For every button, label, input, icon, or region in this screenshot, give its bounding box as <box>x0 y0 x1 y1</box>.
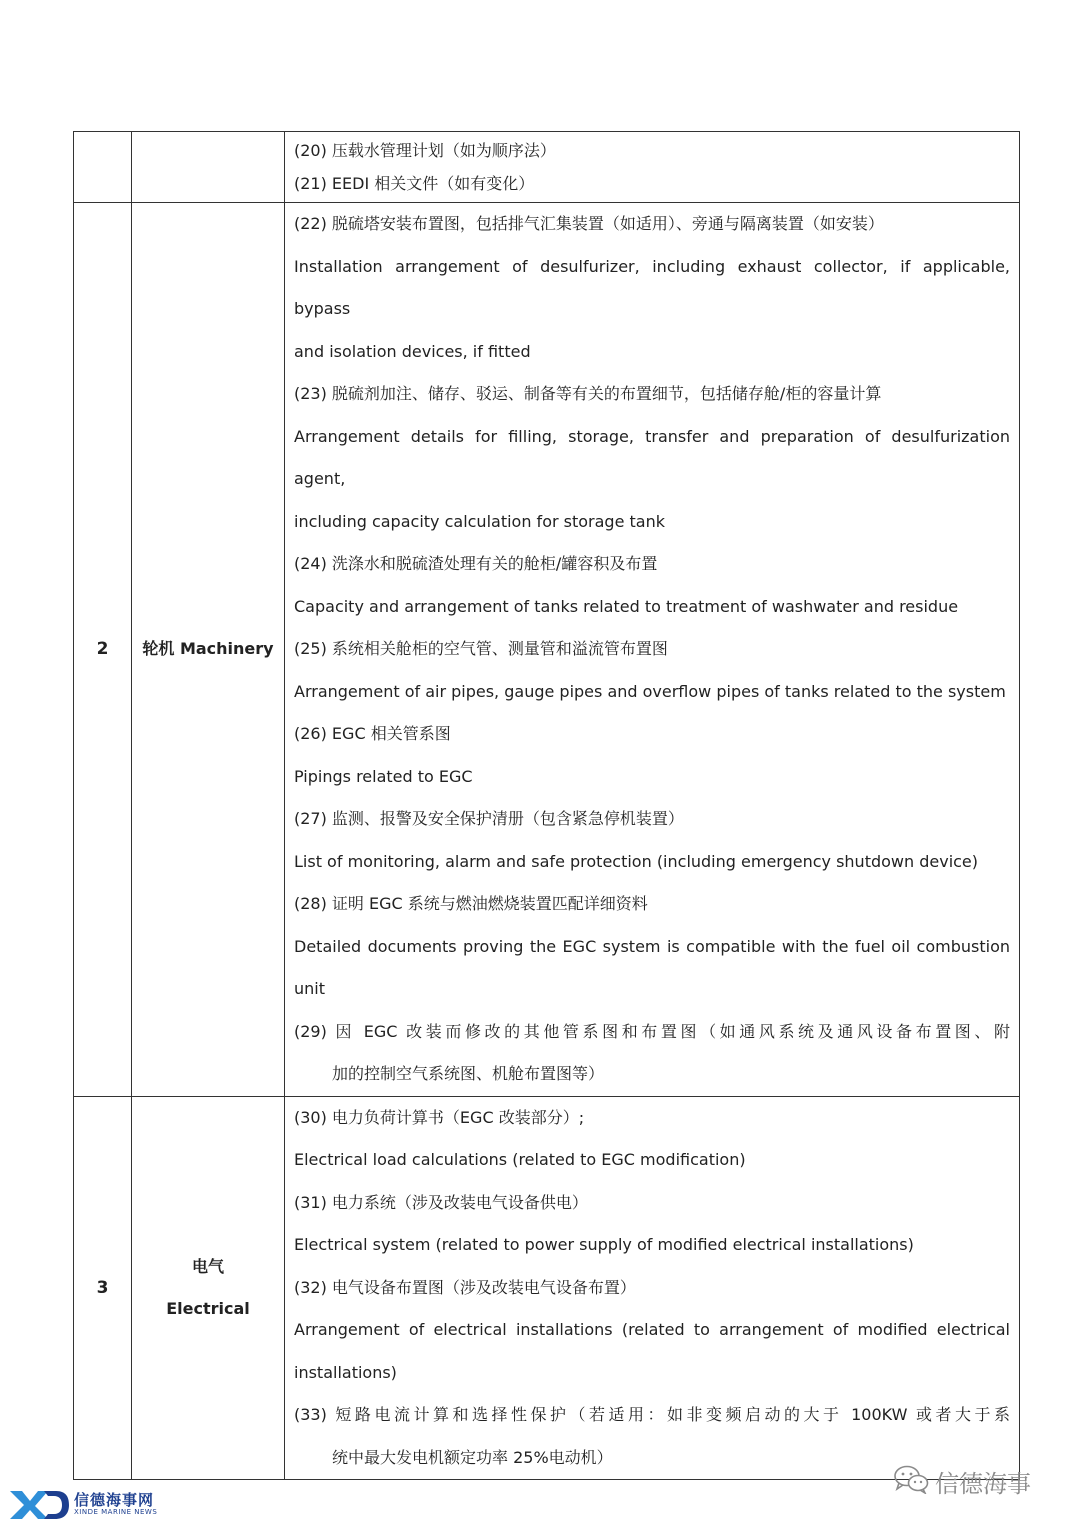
list-item: (28) 证明 EGC 系统与燃油燃烧装置匹配详细资料 <box>294 894 648 913</box>
list-item: 加的控制空气系统图、机舱布置图等） <box>332 1064 605 1083</box>
list-item: (20) 压载水管理计划（如为顺序法） <box>294 141 556 160</box>
row-category <box>132 132 285 203</box>
wechat-watermark <box>893 1460 1063 1500</box>
list-item: Arrangement of air pipes, gauge pipes and overflow pipes of tanks related to the system <box>294 681 1006 701</box>
list-item: (24) 洗涤水和脱硫渣处理有关的舱柜/罐容积及布置 <box>294 554 658 573</box>
list-item: installations) <box>294 1362 397 1382</box>
table-row <box>74 132 1020 203</box>
list-item: (23) 脱硫剂加注、储存、驳运、制备等有关的布置细节，包括储存舱/柜的容量计算 <box>294 384 882 403</box>
list-item: List of monitoring, alarm and safe protection (including emergency shutdown device) <box>294 851 979 871</box>
list-item: Electrical load calculations (related to EGC modification) <box>294 1150 746 1169</box>
row-items <box>285 203 1020 1097</box>
document-table <box>73 131 1020 1480</box>
logo-cn-text: 信德海事网 <box>74 1491 155 1509</box>
category-label: 轮机 Machinery <box>142 639 274 659</box>
row-items <box>285 1096 1020 1480</box>
category-label: 电气 <box>191 1256 224 1276</box>
list-item: Arrangement of electrical installations (related to arrangement of modified electrical <box>294 1320 1010 1339</box>
row-category <box>132 203 285 1097</box>
row-number: 2 <box>74 203 132 1097</box>
row-number: 3 <box>74 1096 132 1480</box>
list-item: Capacity and arrangement of tanks related to treatment of washwater and residue <box>294 596 959 616</box>
list-item: (33) 短路电流计算和选择性保护（若适用：如非变频启动的大于 100KW 或者大于系 <box>294 1405 1010 1424</box>
list-item: (22) 脱硫塔安装布置图，包括排气汇集装置（如适用）、旁通与隔离装置（如安装） <box>294 214 884 233</box>
list-item: Arrangement details for filling, storage, transfer and preparation of desulfurization agent, <box>294 426 1010 488</box>
list-item: (29) 因 EGC 改装而修改的其他管系图和布置图（如通风系统及通风设备布置图、附 <box>294 1021 1010 1041</box>
list-item: Pipings related to EGC <box>294 766 473 786</box>
list-item: Detailed documents proving the EGC system is compatible with the fuel oil combustion <box>294 936 1010 956</box>
xd-logo-icon <box>8 1487 70 1521</box>
list-item: (25) 系统相关舱柜的空气管、测量管和溢流管布置图 <box>294 639 668 658</box>
table-row <box>74 203 1020 1097</box>
list-item: (26) EGC 相关管系图 <box>294 724 451 743</box>
list-item: including capacity calculation for storage tank <box>294 511 665 531</box>
list-item: (27) 监测、报警及安全保护清册（包含紧急停机装置） <box>294 809 684 828</box>
list-item: (32) 电气设备布置图（涉及改装电气设备布置） <box>294 1277 636 1297</box>
row-items <box>285 132 1020 203</box>
list-item: (21) EEDI 相关文件（如有变化） <box>294 174 535 193</box>
category-label: Electrical <box>166 1298 250 1318</box>
row-number <box>74 132 132 203</box>
list-item: Electrical system (related to power supply of modified electrical installations) <box>294 1235 914 1254</box>
list-item: unit <box>294 979 325 998</box>
logo-en-text: XINDE MARINE NEWS <box>74 1508 158 1516</box>
list-item: 统中最大发电机额定功率 25%电动机） <box>332 1447 613 1467</box>
footer-logo <box>8 1487 188 1521</box>
list-item: and isolation devices, if fitted <box>294 341 531 361</box>
watermark-text: 信德海事 <box>935 1470 1031 1498</box>
row-category <box>132 1096 285 1480</box>
wechat-icon <box>893 1464 929 1494</box>
list-item: (30) 电力负荷计算书（EGC 改装部分）; <box>294 1107 585 1127</box>
list-item: Installation arrangement of desulfurizer, including exhaust collector, if applicable, bypass <box>294 256 1010 318</box>
list-item: (31) 电力系统（涉及改装电气设备供电） <box>294 1192 588 1212</box>
table-row <box>74 1096 1020 1480</box>
